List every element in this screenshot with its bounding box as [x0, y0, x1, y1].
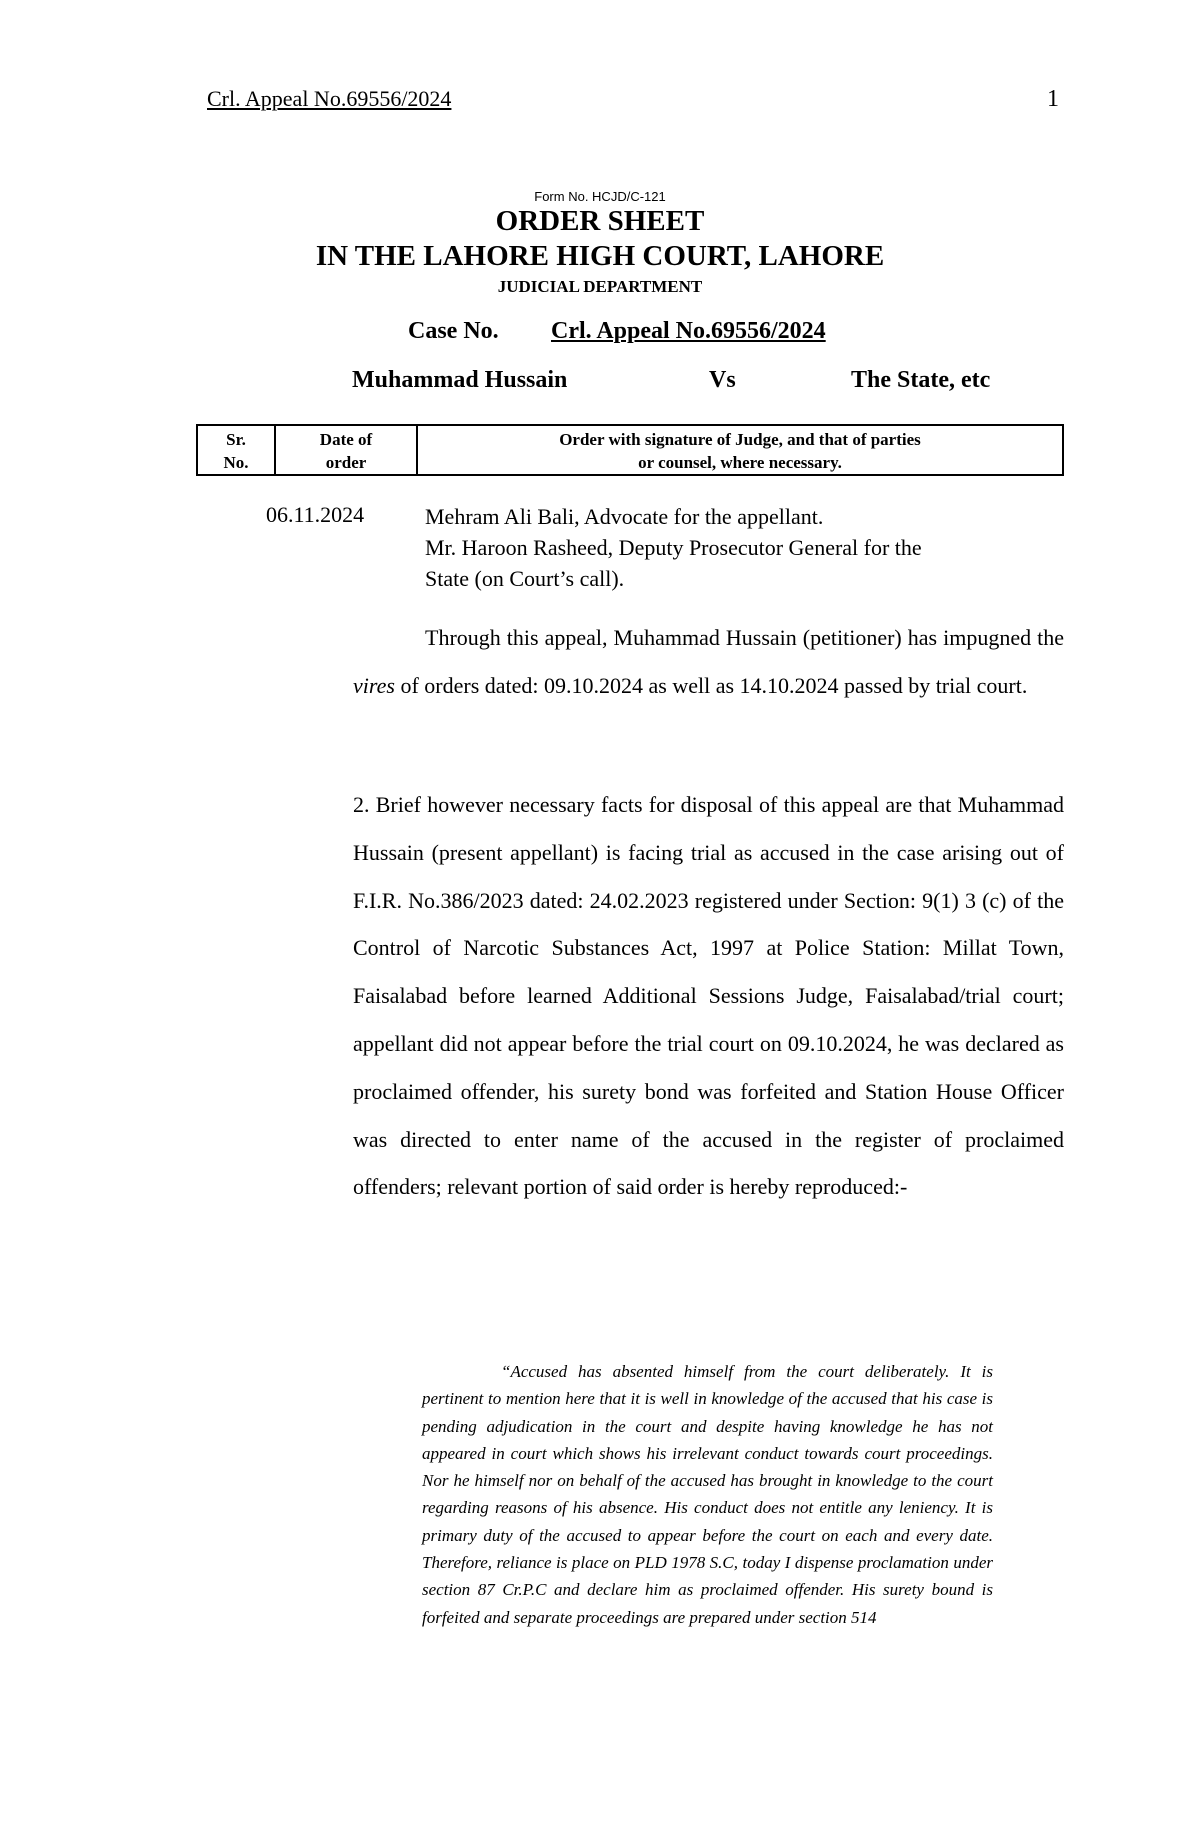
serial-number-header: Sr. No. — [223, 430, 249, 472]
date-of-order-header: Date of order — [319, 430, 373, 472]
order-table-header — [196, 424, 1064, 476]
appearance-line: Mehram Ali Bali, Advocate for the appellant. — [425, 504, 824, 529]
document-title: ORDER SHEET — [495, 205, 705, 237]
page-number: 1 — [1047, 86, 1059, 112]
order-date: 06.11.2024 — [266, 502, 365, 527]
paragraph-1: Through this appeal, Muhammad Hussain (petitioner) has impugned the vires of orders dated: 09.10.2024 as well as 14.10.2024 passed by trial court. — [353, 625, 1064, 698]
quoted-order-excerpt: “Accused has absented himself from the court deliberately. It is pertinent to mention here that it is well in knowledge of the accused that his case is pending adjudication in the court and despite having knowledge he has not appeared in court which shows his irrelevant conduct towards court proceedings. Nor he himself nor on behalf of the accused has brought in knowledge to the court regarding reasons of his absence. His conduct does not entitle any leniency. It is primary duty of the accused to appear before the court on each and every date. Therefore, reliance is place on PLD 1978 S.C, today I dispense proclamation under section 87 Cr.P.C and declare him as proclaimed offender. His surety bound is forfeited and separate proceedings are prepared under section 514 — [422, 1362, 993, 1627]
case-number-value: Crl. Appeal No.69556/2024 — [551, 318, 826, 344]
case-number-label: Case No. — [408, 318, 499, 344]
court-name: IN THE LAHORE HIGH COURT, LAHORE — [315, 240, 885, 272]
party-appellant: Muhammad Hussain — [352, 367, 568, 393]
versus-label: Vs — [709, 367, 736, 393]
paragraph-2: 2. Brief however necessary facts for disposal of this appeal are that Muhammad Hussain (present appellant) is facing trial as accused in the case arising out of F.I.R. No.386/2023 dated: 24.02.2023 registered under Section: 9(1) 3 (c) of the Control of Narcotic Substances Act, 1997 at Police Station: Millat Town, Faisalabad before learned Additional Sessions Judge, Faisalabad/trial court; appellant did not appear before the trial court on 09.10.2024, he was declared as proclaimed offender, his surety bond was forfeited and Station House Officer was directed to enter name of the accused in the register of proclaimed offenders; relevant portion of said order is hereby reproduced:- — [353, 792, 1064, 1200]
form-number: Form No. HCJD/C-121 — [534, 189, 666, 204]
appearance-line: Mr. Haroon Rasheed, Deputy Prosecutor General for the — [425, 535, 922, 560]
appearance-line: State (on Court’s call). — [425, 566, 625, 591]
order-text-header: Order with signature of Judge, and that of parties or counsel, where necessary. — [559, 430, 921, 472]
header-case-reference: Crl. Appeal No.69556/2024 — [207, 86, 452, 111]
vires-term: vires — [353, 672, 395, 698]
party-respondent: The State, etc — [851, 367, 991, 393]
department-name: JUDICIAL DEPARTMENT — [497, 277, 703, 296]
